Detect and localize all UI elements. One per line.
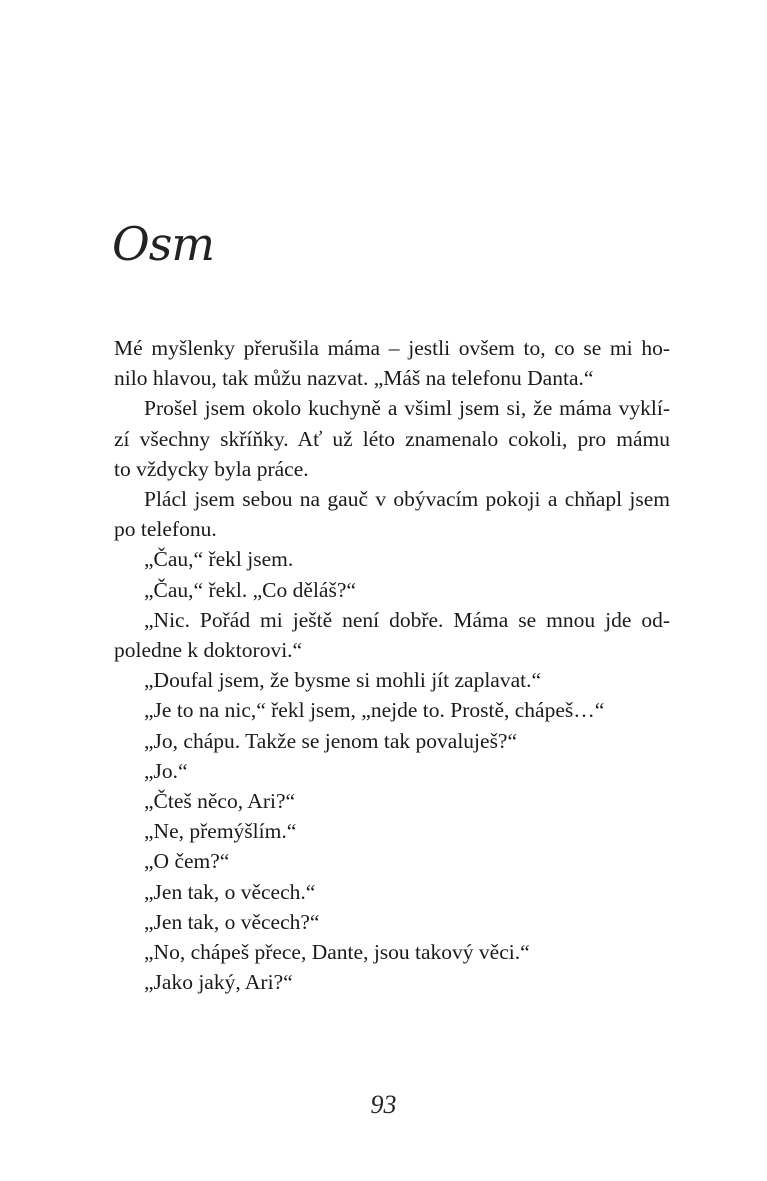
chapter-title: Osm <box>112 217 214 271</box>
text-line: zí všechny skříňky. Ať už léto znamenalo cokoli, pro mámu <box>114 426 670 451</box>
text-line: „Čau,“ řekl. „Co děláš?“ <box>144 577 356 602</box>
paragraph <box>114 816 670 846</box>
paragraph <box>114 877 670 907</box>
text-line: po telefonu. <box>114 517 217 542</box>
text-line: „Čau,“ řekl jsem. <box>144 547 294 572</box>
body-text <box>114 333 670 997</box>
paragraph <box>114 907 670 937</box>
paragraph <box>114 756 670 786</box>
text-line: Plácl jsem sebou na gauč v obývacím pokoji a chňapl jsem <box>144 487 670 512</box>
paragraph <box>114 484 670 544</box>
paragraph <box>114 333 670 393</box>
text-line: „Ne, přemýšlím.“ <box>144 819 297 844</box>
text-line: „Jen tak, o věcech?“ <box>144 909 320 934</box>
text-line: Mé myšlenky přerušila máma – jestli ovšem to, co se mi ho- <box>114 336 670 360</box>
paragraph <box>114 695 670 725</box>
text-line: „Je to na nic,“ řekl jsem, „nejde to. Prostě, chápeš…“ <box>144 698 605 723</box>
text-line: to vždycky byla práce. <box>114 456 309 481</box>
text-line: „Jako jaký, Ari?“ <box>144 970 293 995</box>
text-line: poledne k doktorovi.“ <box>114 638 303 663</box>
paragraph <box>114 937 670 967</box>
paragraph <box>114 575 670 605</box>
paragraph <box>114 605 670 665</box>
text-line: „Jen tak, o věcech.“ <box>144 879 316 904</box>
paragraph <box>114 544 670 574</box>
text-line: „No, chápeš přece, Dante, jsou takový věci.“ <box>144 940 530 965</box>
text-line: nilo hlavou, tak můžu nazvat. „Máš na telefonu Danta.“ <box>114 366 594 391</box>
page-number: 93 <box>370 1090 397 1119</box>
text-line: „Doufal jsem, že bysme si mohli jít zaplavat.“ <box>144 668 542 693</box>
paragraph <box>114 846 670 876</box>
paragraph <box>114 665 670 695</box>
text-line: „O čem?“ <box>144 849 230 874</box>
paragraph <box>114 726 670 756</box>
text-line: „Jo.“ <box>144 758 188 783</box>
paragraph <box>114 393 670 484</box>
text-line: „Jo, chápu. Takže se jenom tak povaluješ?“ <box>144 728 518 753</box>
text-line: „Nic. Pořád mi ještě není dobře. Máma se mnou jde od- <box>144 607 670 632</box>
text-line: Prošel jsem okolo kuchyně a všiml jsem si, že máma vyklí- <box>144 396 670 421</box>
paragraph <box>114 967 670 997</box>
paragraph <box>114 786 670 816</box>
text-line: „Čteš něco, Ari?“ <box>144 789 296 814</box>
